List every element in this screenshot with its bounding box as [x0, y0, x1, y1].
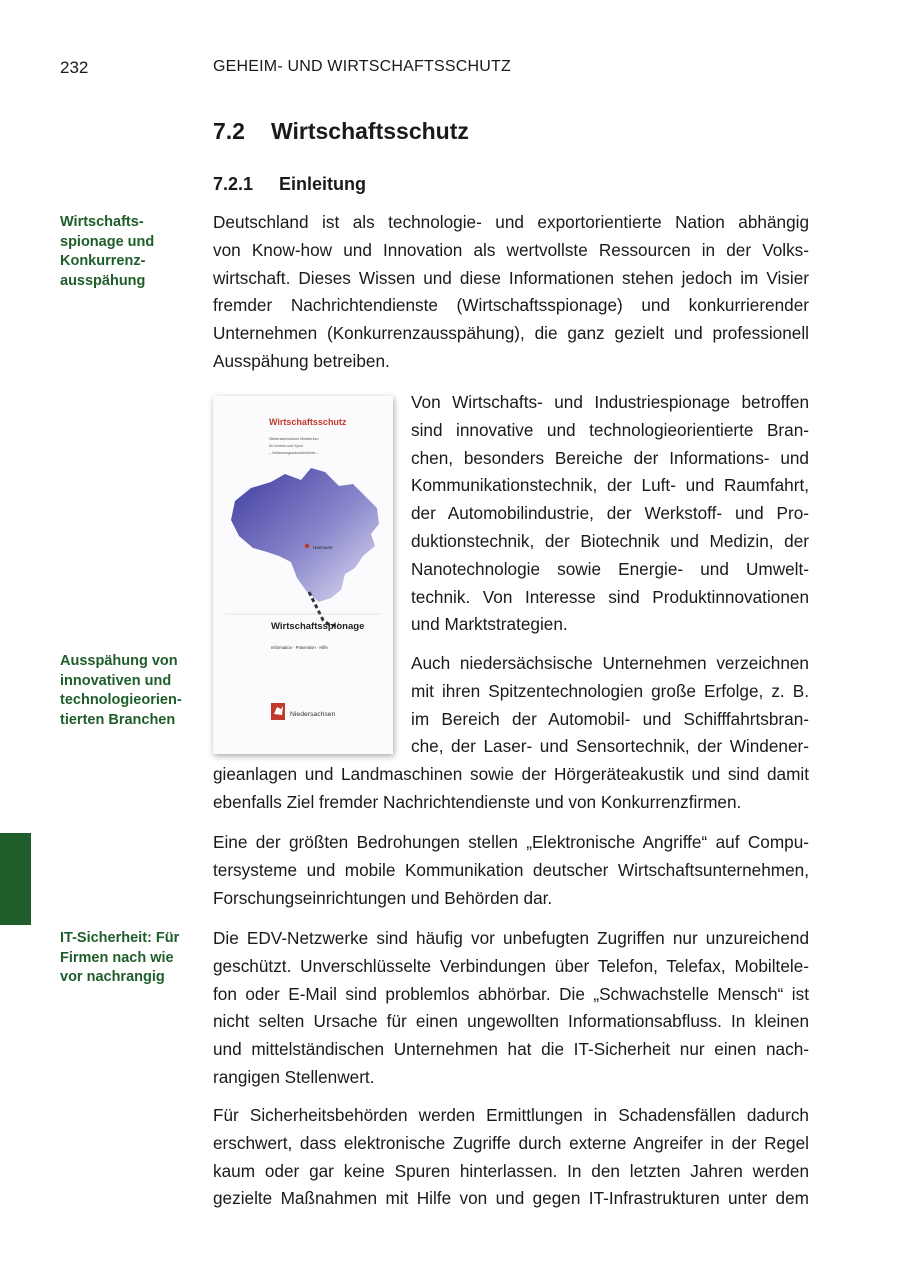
- subsection-number: 7.2.1: [213, 174, 254, 194]
- brochure-title: Wirtschaftsschutz: [269, 417, 347, 427]
- text-line: von Know-how und Innovation als wertvollste Ressourcen in der Volks-: [213, 239, 809, 260]
- text-line: und mittelständischen Unternehmen hat die IT-Sicherheit nur einen nach-: [213, 1039, 809, 1060]
- brochure-subtitle-2: für Inneres und Sport: [269, 444, 303, 448]
- text-line: technik. Von Interesse sind Produktinnovationen: [411, 586, 809, 607]
- paragraph-lower-saxony-narrow: [411, 650, 809, 761]
- hannover-marker-icon: [305, 544, 309, 548]
- text-line: rangigen Stellenwert.: [213, 1066, 375, 1087]
- brochure-subtitle-1: Niedersächsisches Ministerium: [269, 437, 319, 441]
- text-line: erschwert, dass elektronische Zugriffe durch externe Angreifer in der Regel: [213, 1132, 809, 1153]
- brochure-tagline: Information · Prävention · Hilfe: [271, 645, 328, 650]
- margin-note-line: ausspähung: [60, 272, 146, 289]
- text-line: Nanotechnologie sowie Energie- und Umwelt-: [411, 558, 809, 579]
- text-line: gieanlagen und Landmaschinen sowie der Hörgeräteakustik und sind damit: [213, 764, 809, 784]
- brochure-main-title: Wirtschaftsspionage: [271, 621, 365, 632]
- text-line: Die EDV-Netzwerke sind häufig vor unbefugten Zugriffen nur unzureichend: [213, 928, 809, 948]
- paragraph-edv-networks: [213, 925, 809, 1092]
- text-line: geschützt. Unverschlüsselte Verbindungen über Telefon, Telefax, Mobiltele-: [213, 955, 809, 976]
- margin-note-sectors: [60, 652, 200, 730]
- text-line: Eine der größten Bedrohungen stellen „Elektronische Angriffe“ auf Compu-: [213, 832, 809, 852]
- subsection-title-text: Einleitung: [279, 174, 366, 194]
- running-title: GEHEIM- UND WIRTSCHAFTSSCHUTZ: [213, 58, 511, 75]
- paragraph-investigations: [213, 1102, 809, 1213]
- margin-note-line: tierten Branchen: [60, 711, 176, 728]
- brochure-image: [213, 396, 393, 754]
- text-line: Deutschland ist als technologie- und exportorientierte Nation abhängig: [213, 212, 809, 232]
- margin-note-line: Ausspähung von: [60, 653, 178, 669]
- margin-note-line: Konkurrenz-: [60, 253, 146, 269]
- text-line: Von Wirtschafts- und Industriespionage betroffen: [411, 392, 809, 412]
- margin-note-line: technologieorien-: [60, 692, 182, 708]
- text-line: Auch niedersächsische Unternehmen verzeichnen: [411, 653, 809, 673]
- text-line: im Bereich der Automobil- und Schifffahrtsbran-: [411, 708, 809, 729]
- margin-note-line: innovativen und: [60, 672, 172, 689]
- text-line: Ausspähung betreiben.: [213, 350, 390, 371]
- margin-note-line: Wirtschafts-: [60, 214, 144, 230]
- text-line: fremder Nachrichtendienste (Wirtschaftsspionage) und konkurrierender: [213, 295, 809, 316]
- text-line: kaum oder gar keine Spuren hinterlassen. In den letzten Jahren werden: [213, 1160, 809, 1181]
- text-line: mit ihren Spitzentechnologien große Erfolge, z. B.: [411, 680, 809, 701]
- section-number: 7.2: [213, 118, 245, 144]
- section-title: [213, 118, 469, 145]
- text-line: nicht selten Ursache für einen ungewollten Informationsabfluss. In kleinen: [213, 1011, 809, 1032]
- text-line: che, der Laser- und Sensortechnik, der Windener-: [411, 736, 809, 757]
- text-line: Forschungseinrichtungen und Behörden dar.: [213, 887, 553, 908]
- paragraph-affected-sectors: [411, 389, 809, 639]
- text-line: duktionstechnik, der Biotechnik und Medizin, der: [411, 530, 809, 551]
- text-line: fon oder E-Mail sind problemlos abhörbar. Die „Schwachstelle Mensch“ ist: [213, 983, 809, 1004]
- margin-note-line: vor nachrangig: [60, 969, 165, 985]
- subsection-title: [213, 174, 366, 195]
- margin-note-espionage: [60, 213, 200, 291]
- section-title-text: Wirtschaftsschutz: [271, 118, 469, 144]
- brochure-state-name: Niedersachsen: [290, 711, 336, 718]
- paragraph-lower-saxony-wide: [213, 761, 809, 817]
- text-line: sind innovative und technologieorientierte Bran-: [411, 419, 809, 440]
- text-line: Kommunikationstechnik, der Luft- und Raumfahrt,: [411, 475, 809, 496]
- brochure-city-label: Hannover: [313, 545, 333, 550]
- text-line: ebenfalls Ziel fremder Nachrichtendienste und von Konkurrenzfirmen.: [213, 791, 742, 812]
- text-line: und Marktstrategien.: [411, 614, 568, 635]
- chapter-thumb-tab: [0, 833, 31, 925]
- text-line: wirtschaft. Dieses Wissen und diese Informationen stehen jedoch im Visier: [213, 267, 809, 288]
- brochure-subtitle-3: – Verfassungsschutzbehörde –: [269, 451, 319, 455]
- text-line: der Automobilindustrie, der Werkstoff- und Pro-: [411, 503, 809, 524]
- paragraph-intro: [213, 209, 809, 376]
- text-line: tersysteme und mobile Kommunikation deutscher Wirtschaftsunternehmen,: [213, 859, 809, 880]
- text-line: Unternehmen (Konkurrenzausspähung), die ganz gezielt und professionell: [213, 323, 809, 344]
- page-number: 232: [60, 58, 89, 77]
- margin-note-line: Firmen nach wie: [60, 949, 174, 966]
- text-line: chen, besonders Bereiche der Informations- und: [411, 447, 809, 468]
- margin-note-line: spionage und: [60, 233, 155, 250]
- margin-note-it-security: [60, 929, 200, 988]
- margin-note-line: IT-Sicherheit: Für: [60, 930, 180, 946]
- text-line: gezielte Maßnahmen mit Hilfe von und gegen IT-Infrastrukturen unter dem: [213, 1188, 809, 1209]
- paragraph-electronic-attacks: [213, 829, 809, 912]
- text-line: Für Sicherheitsbehörden werden Ermittlungen in Schadensfällen dadurch: [213, 1105, 809, 1125]
